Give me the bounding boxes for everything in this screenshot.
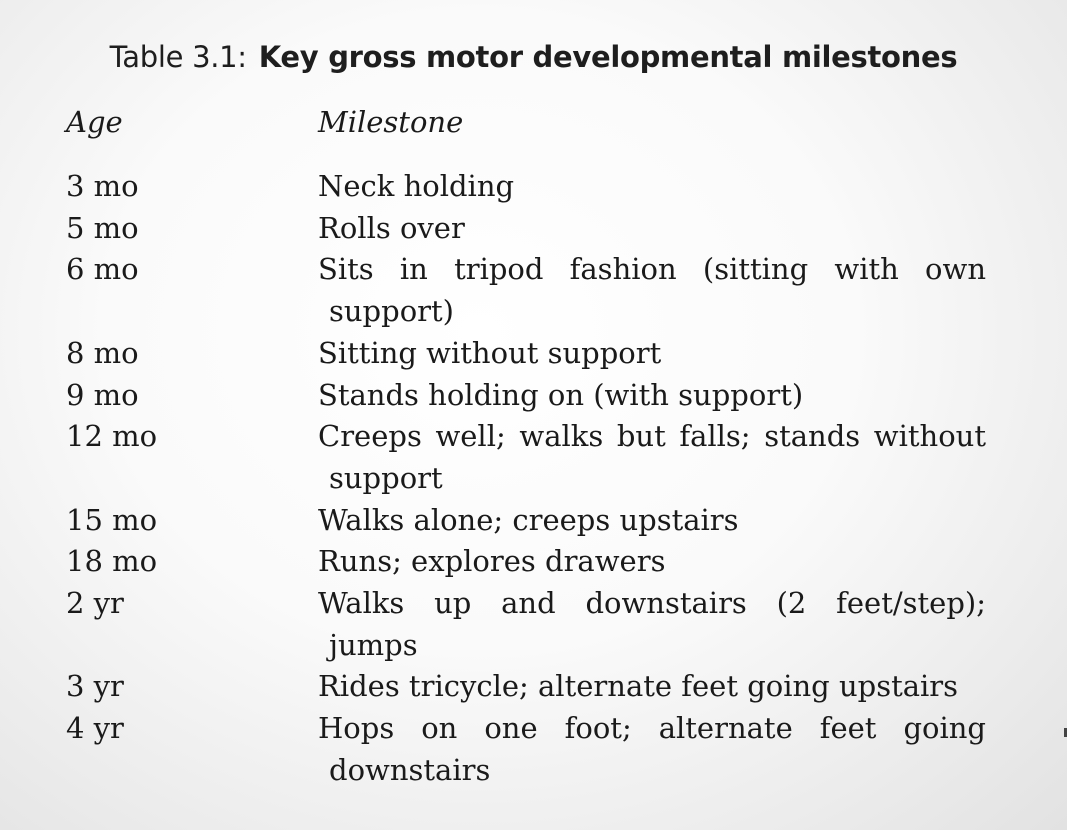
age-cell: 12 mo [66, 419, 158, 454]
milestone-cell [318, 166, 986, 208]
milestone-cell [318, 708, 986, 791]
milestone-cell [318, 375, 986, 417]
table-row [66, 375, 986, 417]
milestone-cell [318, 208, 986, 250]
milestone-text-continued: support) [329, 294, 454, 329]
table-row [66, 541, 986, 583]
milestone-cell [318, 416, 986, 499]
age-cell: 3 mo [66, 169, 139, 203]
milestone-text: Walks up and downstairs (2 feet/step); [318, 586, 986, 621]
age-cell: 15 mo [66, 502, 158, 537]
milestone-cell [318, 666, 986, 708]
table-row [66, 583, 986, 666]
table-row [66, 166, 986, 208]
table-row [66, 500, 986, 542]
table-title: Key gross motor developmental milestones [258, 40, 958, 74]
milestone-cell [318, 333, 986, 375]
milestone-text: Neck holding [318, 169, 515, 203]
milestone-cell [318, 583, 986, 666]
milestone-text: Hops on one foot; alternate feet going [318, 711, 986, 746]
age-cell: 4 yr [66, 711, 124, 746]
milestone-text: Creeps well; walks but falls; stands without [318, 419, 986, 454]
age-column-header: Age [66, 105, 123, 140]
milestone-text: Walks alone; creeps upstairs [318, 502, 739, 537]
milestone-text: Rolls over [318, 210, 465, 245]
milestone-text-continued: downstairs [329, 752, 491, 787]
table-row [66, 249, 986, 332]
age-cell: 2 yr [66, 586, 124, 621]
age-cell: 8 mo [66, 335, 139, 370]
milestone-text-continued: support [329, 460, 443, 495]
table-header-row [66, 100, 986, 144]
milestone-cell [318, 249, 986, 332]
milestone-text: Sitting without support [318, 335, 662, 370]
age-cell: 18 mo [66, 544, 158, 579]
age-cell: 3 yr [66, 669, 124, 704]
table-number-label: Table 3.1: [109, 40, 247, 74]
table-row [66, 416, 986, 499]
milestone-text: Stands holding on (with support) [318, 377, 804, 412]
milestone-column-header: Milestone [318, 105, 464, 140]
milestone-text: Runs; explores drawers [318, 544, 666, 579]
table-row [66, 333, 986, 375]
milestone-text: Sits in tripod fashion (sitting with own [318, 252, 986, 287]
table-caption [0, 40, 1067, 74]
table-row [66, 708, 986, 791]
milestone-cell [318, 500, 986, 542]
milestone-text-continued: jumps [329, 627, 418, 662]
milestones-table [66, 100, 986, 792]
age-cell: 9 mo [66, 377, 139, 412]
milestone-cell [318, 541, 986, 583]
milestone-text: Rides tricycle; alternate feet going upstairs [318, 669, 959, 704]
age-cell: 5 mo [66, 210, 139, 245]
table-row [66, 208, 986, 250]
table-row [66, 666, 986, 708]
age-cell: 6 mo [66, 252, 139, 287]
